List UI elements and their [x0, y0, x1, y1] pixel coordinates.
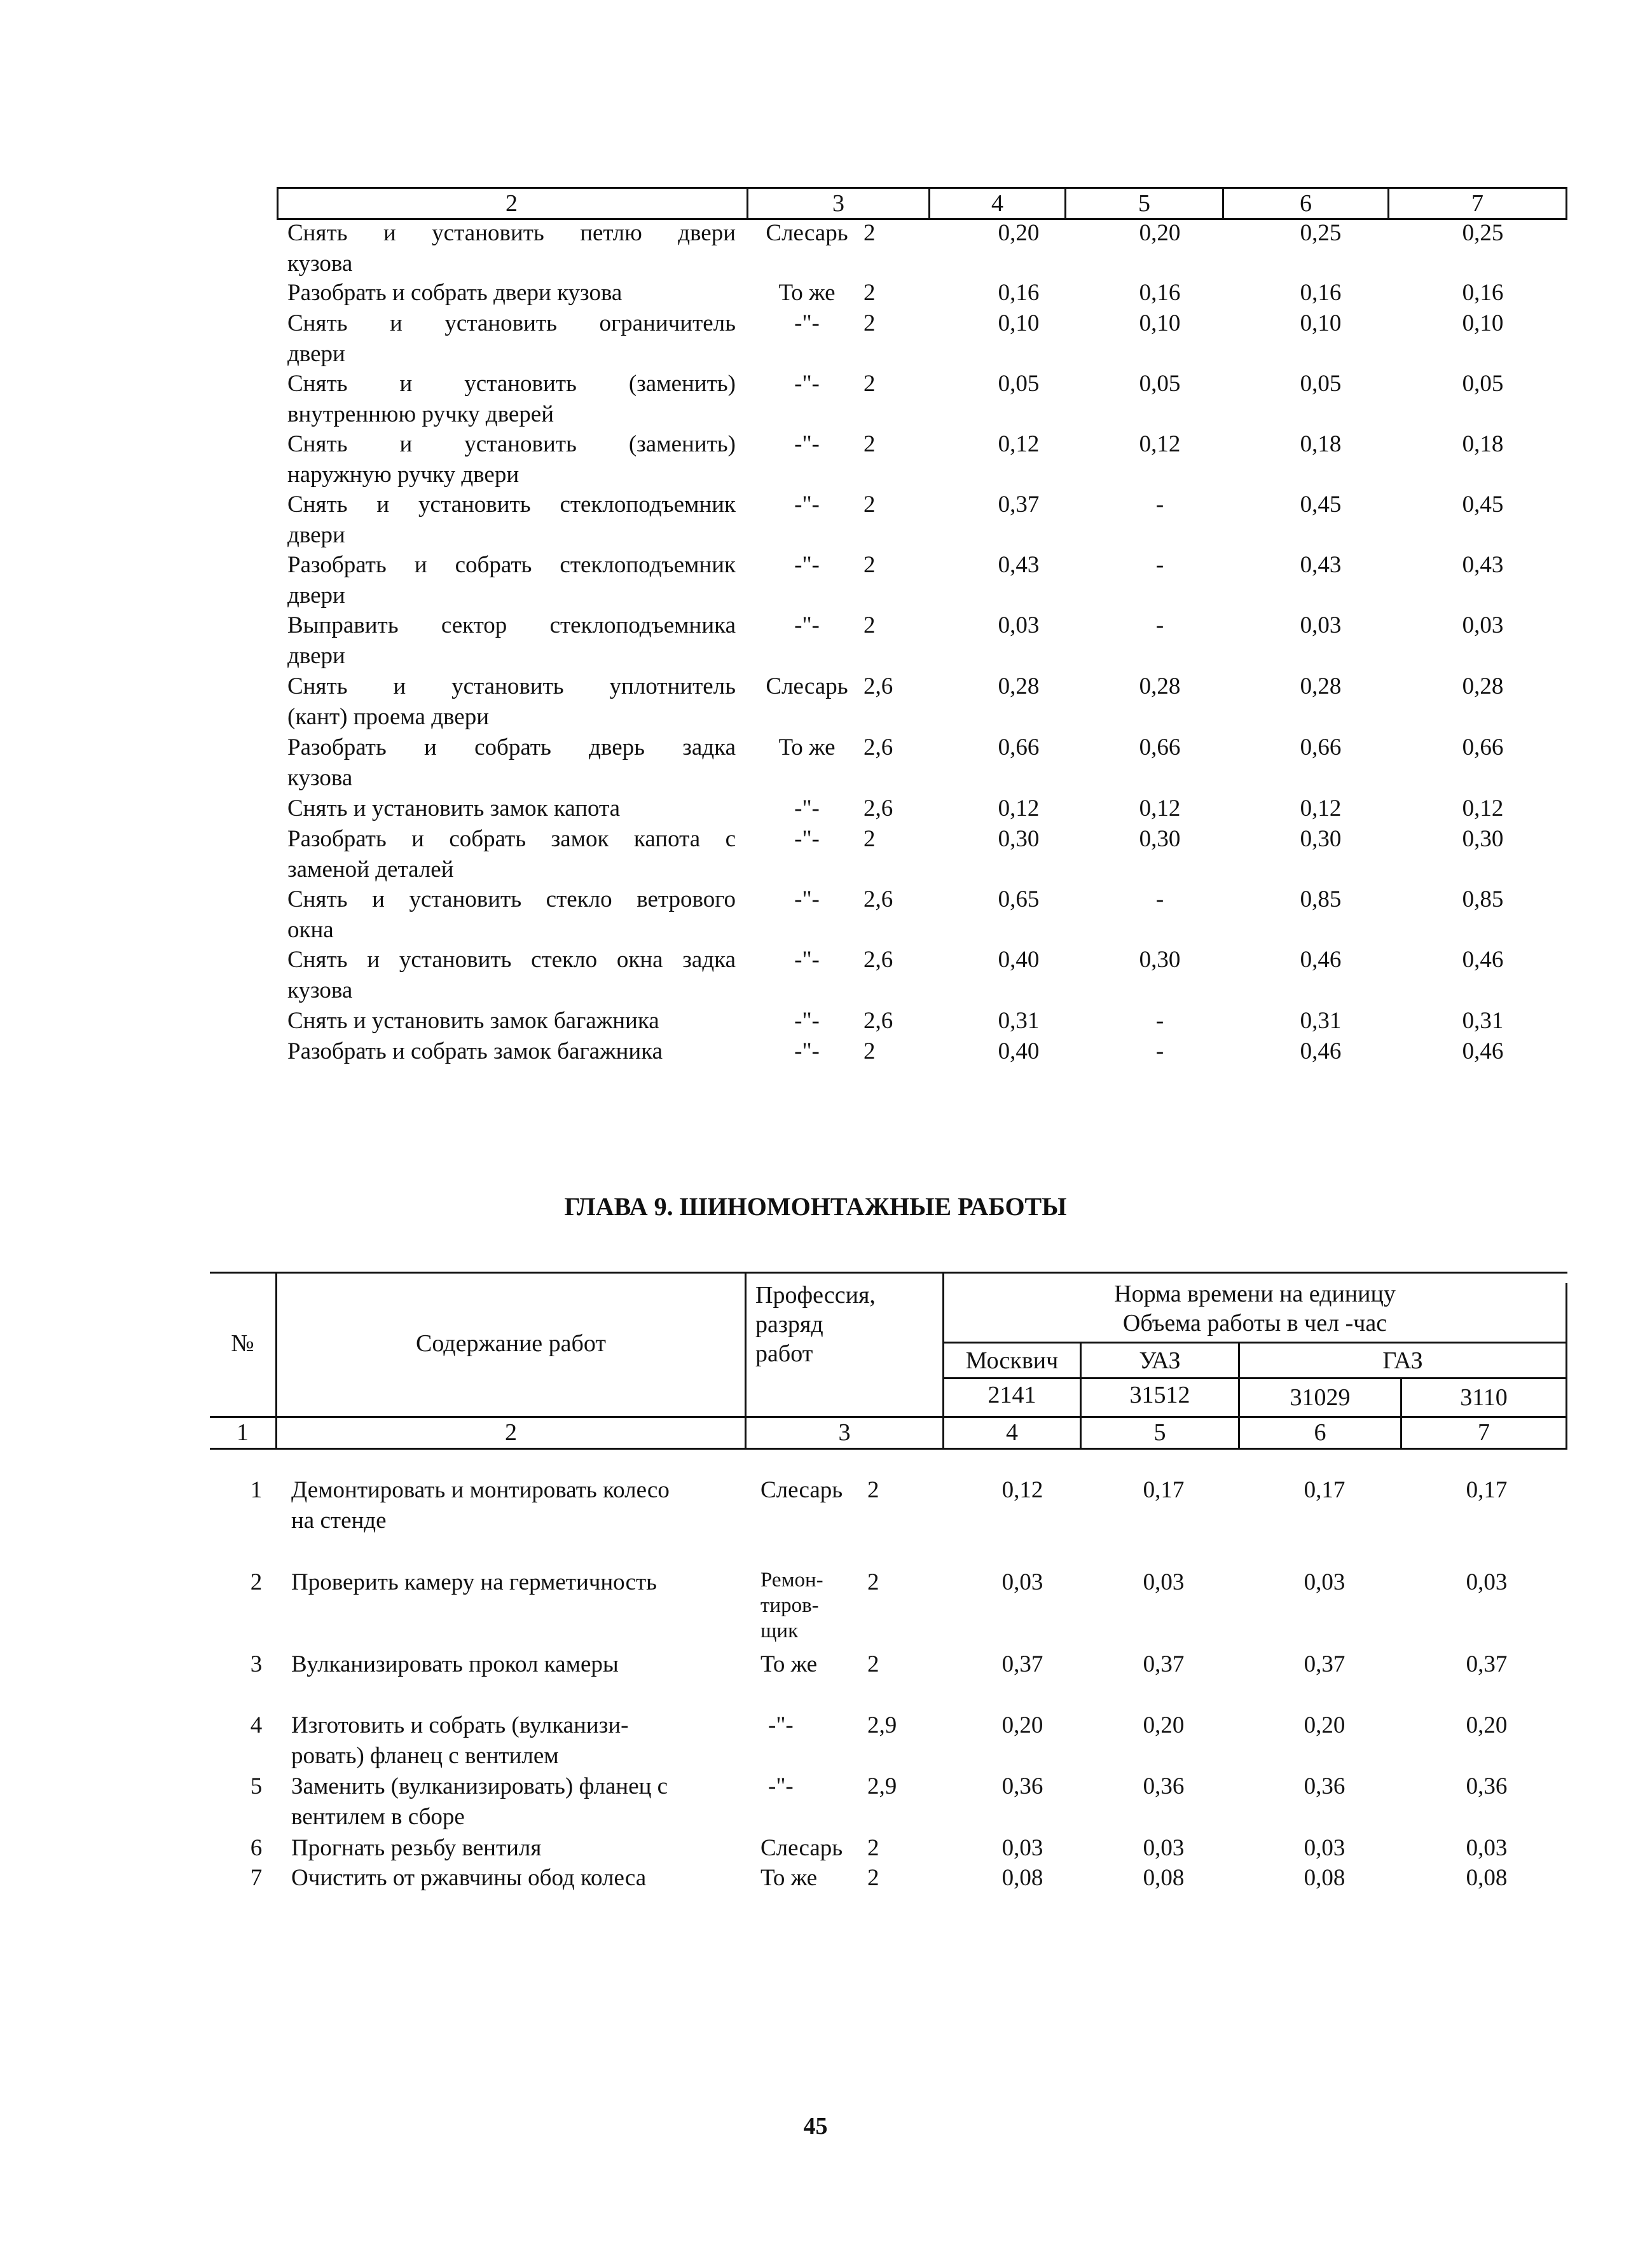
value-gaz-31029: 0,03 — [1304, 1569, 1345, 1595]
row-profession-line: щик — [760, 1619, 799, 1642]
value-uaz: 0,28 — [1139, 673, 1181, 699]
value-gaz-31029: 0,37 — [1304, 1651, 1345, 1677]
row-grade: 2 — [867, 1651, 879, 1677]
row-description: двери — [287, 341, 345, 367]
value-gaz-31029: 0,08 — [1304, 1865, 1345, 1891]
row-description: Снять и установить уплотнитель — [287, 673, 736, 699]
row-description: Выправить сектор стеклоподъемника — [287, 612, 736, 638]
value-moskvich: 0,37 — [998, 491, 1040, 518]
value-moskvich: 0,40 — [998, 947, 1040, 973]
value-uaz: - — [1155, 491, 1164, 518]
value-gaz-31029: 0,18 — [1300, 431, 1342, 457]
value-gaz-31029: 0,30 — [1300, 826, 1342, 852]
row-grade: 2,6 — [864, 734, 893, 760]
col-number-7: 7 — [1478, 1419, 1490, 1446]
table2-body — [250, 0, 1627, 1971]
row-grade: 2 — [864, 826, 876, 852]
row-grade: 2 — [864, 220, 876, 246]
value-uaz: 0,03 — [1143, 1569, 1185, 1595]
col-header-gaz-31029: 31029 — [1290, 1384, 1351, 1411]
value-uaz: 0,08 — [1143, 1865, 1185, 1891]
value-moskvich: 0,08 — [1001, 1865, 1043, 1891]
col-header-2: 2 — [506, 190, 518, 217]
value-moskvich: 0,43 — [998, 552, 1040, 578]
row-description: заменой деталей — [287, 856, 454, 883]
row-description: Проверить камеру на герметичность — [291, 1569, 657, 1595]
value-gaz-3110: 0,17 — [1466, 1477, 1508, 1503]
col-header-profession-line: Профессия, — [755, 1282, 876, 1309]
value-moskvich: 0,30 — [998, 826, 1040, 852]
value-uaz: 0,36 — [1143, 1773, 1185, 1799]
row-grade: 2 — [864, 552, 876, 578]
row-number: 4 — [250, 1712, 263, 1738]
row-profession: -"- — [794, 371, 820, 397]
row-description: Демонтировать и монтировать колесо — [291, 1477, 670, 1503]
value-gaz-31029: 0,31 — [1300, 1008, 1342, 1034]
row-description: кузова — [287, 977, 353, 1003]
row-description: Разобрать и собрать дверь задка — [287, 734, 736, 760]
value-gaz-3110: 0,66 — [1462, 734, 1504, 760]
value-moskvich: 0,16 — [998, 280, 1040, 306]
col-header-gaz: ГАЗ — [1382, 1347, 1423, 1374]
row-profession: То же — [778, 280, 836, 306]
value-gaz-31029: 0,45 — [1300, 491, 1342, 518]
row-description: вентилем в сборе — [291, 1804, 465, 1830]
value-uaz: 0,03 — [1143, 1835, 1185, 1861]
page-number: 45 — [803, 2113, 828, 2140]
row-description: (кант) проема двери — [287, 704, 490, 730]
value-moskvich: 0,20 — [1001, 1712, 1043, 1738]
value-gaz-3110: 0,37 — [1466, 1651, 1508, 1677]
value-moskvich: 0,31 — [998, 1008, 1040, 1034]
row-description: наружную ручку двери — [287, 462, 520, 488]
value-uaz: 0,17 — [1143, 1477, 1185, 1503]
row-description: Снять и установить замок капота — [287, 795, 621, 821]
col-header-norm-line: Объема работы в чел -час — [1122, 1310, 1387, 1337]
value-gaz-31029: 0,03 — [1300, 612, 1342, 638]
value-moskvich: 0,03 — [1001, 1569, 1043, 1595]
value-uaz: 0,12 — [1139, 795, 1181, 821]
value-gaz-31029: 0,66 — [1300, 734, 1342, 760]
row-description: двери — [287, 643, 345, 669]
row-profession: -"- — [794, 552, 820, 578]
row-profession: -"- — [794, 310, 820, 336]
value-gaz-3110: 0,31 — [1462, 1008, 1504, 1034]
value-moskvich: 0,12 — [998, 431, 1040, 457]
row-description: Снять и установить стеклоподъемник — [287, 491, 736, 518]
value-gaz-3110: 0,46 — [1462, 947, 1504, 973]
row-description: двери — [287, 582, 345, 608]
col-header-moskvich-code: 2141 — [988, 1382, 1036, 1408]
row-description: Разобрать и собрать двери кузова — [287, 280, 623, 306]
row-grade: 2,6 — [864, 1008, 893, 1034]
col-header-profession-line: работ — [755, 1340, 813, 1367]
chapter-title: ГЛАВА 9. ШИНОМОНТАЖНЫЕ РАБОТЫ — [564, 1192, 1067, 1221]
value-gaz-3110: 0,46 — [1462, 1038, 1504, 1064]
col-header-7: 7 — [1471, 190, 1483, 217]
value-gaz-3110: 0,28 — [1462, 673, 1504, 699]
value-moskvich: 0,20 — [998, 220, 1040, 246]
value-uaz: 0,20 — [1139, 220, 1181, 246]
row-profession: То же — [760, 1865, 818, 1891]
value-uaz: 0,05 — [1139, 371, 1181, 397]
row-profession: -"- — [794, 947, 820, 973]
row-grade: 2 — [867, 1865, 879, 1891]
row-grade: 2,9 — [867, 1712, 897, 1738]
row-description: Снять и установить стекло окна задка — [287, 947, 736, 973]
value-gaz-3110: 0,36 — [1466, 1773, 1508, 1799]
value-gaz-31029: 0,46 — [1300, 1038, 1342, 1064]
value-gaz-3110: 0,10 — [1462, 310, 1504, 336]
row-description: на стенде — [291, 1508, 387, 1534]
row-description: Снять и установить петлю двери — [287, 220, 736, 246]
col-number-1: 1 — [237, 1419, 249, 1446]
row-profession-line: Ремон- — [760, 1569, 823, 1591]
value-uaz: - — [1155, 886, 1164, 912]
row-profession: Слесарь — [760, 1477, 843, 1503]
row-grade: 2 — [867, 1477, 879, 1503]
value-moskvich: 0,40 — [998, 1038, 1040, 1064]
value-gaz-31029: 0,46 — [1300, 947, 1342, 973]
row-grade: 2,6 — [864, 673, 893, 699]
value-gaz-3110: 0,12 — [1462, 795, 1504, 821]
row-profession: -"- — [768, 1712, 794, 1738]
row-grade: 2 — [864, 310, 876, 336]
col-header-uaz-model: УАЗ — [1139, 1347, 1181, 1374]
value-uaz: - — [1155, 552, 1164, 578]
value-gaz-3110: 0,30 — [1462, 826, 1504, 852]
value-uaz: - — [1155, 1038, 1164, 1064]
value-uaz: 0,12 — [1139, 431, 1181, 457]
col-header-norm-line: Норма времени на единицу — [1114, 1281, 1396, 1307]
row-profession: -"- — [794, 1008, 820, 1034]
value-gaz-3110: 0,03 — [1466, 1835, 1508, 1861]
col-header-content: Содержание работ — [416, 1330, 606, 1357]
row-grade: 2,9 — [867, 1773, 897, 1799]
row-profession: -"- — [794, 886, 820, 912]
value-gaz-31029: 0,10 — [1300, 310, 1342, 336]
col-number-5: 5 — [1153, 1419, 1166, 1446]
value-uaz: 0,66 — [1139, 734, 1181, 760]
row-description: двери — [287, 522, 345, 548]
row-profession: -"- — [794, 1038, 820, 1064]
col-header-3: 3 — [832, 190, 844, 217]
row-number: 7 — [250, 1865, 263, 1891]
row-grade: 2,6 — [864, 886, 893, 912]
row-description: Снять и установить (заменить) — [287, 371, 736, 397]
value-uaz: - — [1155, 1008, 1164, 1034]
value-gaz-31029: 0,36 — [1304, 1773, 1345, 1799]
row-description: внутреннюю ручку дверей — [287, 401, 554, 427]
col-header-uaz-code: 31512 — [1129, 1382, 1190, 1408]
value-uaz: 0,20 — [1143, 1712, 1185, 1738]
row-description: Очистить от ржавчины обод колеса — [291, 1865, 647, 1891]
value-gaz-3110: 0,18 — [1462, 431, 1504, 457]
row-grade: 2 — [864, 431, 876, 457]
row-number: 3 — [250, 1651, 263, 1677]
value-gaz-31029: 0,03 — [1304, 1835, 1345, 1861]
row-profession-line: тиров- — [760, 1594, 819, 1617]
value-gaz-3110: 0,20 — [1466, 1712, 1508, 1738]
row-description: Вулканизировать прокол камеры — [291, 1651, 619, 1677]
row-grade: 2 — [867, 1835, 879, 1861]
col-header-5: 5 — [1138, 190, 1150, 217]
value-moskvich: 0,10 — [998, 310, 1040, 336]
col-number-4: 4 — [1006, 1419, 1018, 1446]
row-description: кузова — [287, 765, 353, 791]
row-description: Разобрать и собрать стеклоподъемник — [287, 552, 736, 578]
value-gaz-31029: 0,43 — [1300, 552, 1342, 578]
row-description: Снять и установить ограничитель — [287, 310, 736, 336]
row-grade: 2 — [864, 612, 876, 638]
value-uaz: 0,30 — [1139, 947, 1181, 973]
row-description: Снять и установить стекло ветрового — [287, 886, 736, 912]
col-header-profession-line: разряд — [755, 1311, 823, 1338]
value-moskvich: 0,12 — [998, 795, 1040, 821]
row-description: Снять и установить замок багажника — [287, 1008, 659, 1034]
value-gaz-3110: 0,08 — [1466, 1865, 1508, 1891]
col-header-6: 6 — [1300, 190, 1312, 217]
row-description: Разобрать и собрать замок капота с — [287, 826, 736, 852]
value-gaz-31029: 0,20 — [1304, 1712, 1345, 1738]
value-moskvich: 0,36 — [1001, 1773, 1043, 1799]
row-grade: 2 — [864, 491, 876, 518]
col-header-gaz-3110: 3110 — [1460, 1384, 1508, 1411]
value-gaz-31029: 0,05 — [1300, 371, 1342, 397]
col-header-moskvich-model: Москвич — [965, 1347, 1059, 1374]
value-moskvich: 0,12 — [1001, 1477, 1043, 1503]
row-description: Прогнать резьбу вентиля — [291, 1835, 542, 1861]
row-description: ровать) фланец с вентилем — [291, 1743, 559, 1769]
row-profession: То же — [778, 734, 836, 760]
row-profession: -"- — [794, 795, 820, 821]
value-moskvich: 0,03 — [1001, 1835, 1043, 1861]
value-uaz: 0,16 — [1139, 280, 1181, 306]
row-profession: Слесарь — [760, 1835, 843, 1861]
row-grade: 2 — [864, 1038, 876, 1064]
row-profession: -"- — [768, 1773, 794, 1799]
value-uaz: 0,10 — [1139, 310, 1181, 336]
row-description: Снять и установить (заменить) — [287, 431, 736, 457]
value-moskvich: 0,05 — [998, 371, 1040, 397]
value-gaz-31029: 0,25 — [1300, 220, 1342, 246]
col-number-2: 2 — [505, 1419, 517, 1446]
row-grade: 2,6 — [864, 947, 893, 973]
value-gaz-3110: 0,03 — [1466, 1569, 1508, 1595]
value-gaz-31029: 0,16 — [1300, 280, 1342, 306]
value-uaz: 0,37 — [1143, 1651, 1185, 1677]
row-number: 1 — [250, 1477, 263, 1503]
col-header-4: 4 — [991, 190, 1003, 217]
value-gaz-3110: 0,25 — [1462, 220, 1504, 246]
row-description: окна — [287, 917, 334, 943]
value-moskvich: 0,37 — [1001, 1651, 1043, 1677]
value-gaz-31029: 0,28 — [1300, 673, 1342, 699]
row-description: Изготовить и собрать (вулканизи- — [291, 1712, 629, 1738]
value-gaz-31029: 0,17 — [1304, 1477, 1345, 1503]
row-description: Разобрать и собрать замок багажника — [287, 1038, 663, 1064]
row-description: Заменить (вулканизировать) фланец с — [291, 1773, 668, 1799]
value-gaz-3110: 0,05 — [1462, 371, 1504, 397]
value-moskvich: 0,28 — [998, 673, 1040, 699]
value-uaz: - — [1155, 612, 1164, 638]
row-profession: -"- — [794, 612, 820, 638]
value-gaz-3110: 0,16 — [1462, 280, 1504, 306]
col-number-6: 6 — [1314, 1419, 1326, 1446]
col-number-3: 3 — [838, 1419, 851, 1446]
row-number: 6 — [250, 1835, 263, 1861]
value-uaz: 0,30 — [1139, 826, 1181, 852]
row-profession: -"- — [794, 431, 820, 457]
col-header-number: № — [231, 1330, 254, 1357]
value-gaz-3110: 0,45 — [1462, 491, 1504, 518]
value-moskvich: 0,65 — [998, 886, 1040, 912]
row-grade: 2 — [864, 371, 876, 397]
row-grade: 2,6 — [864, 795, 893, 821]
row-number: 5 — [250, 1773, 263, 1799]
row-profession — [760, 1567, 856, 1644]
row-number: 2 — [250, 1569, 263, 1595]
row-description: кузова — [287, 251, 353, 277]
value-gaz-3110: 0,85 — [1462, 886, 1504, 912]
row-profession: Слесарь — [766, 673, 848, 699]
row-profession: -"- — [794, 826, 820, 852]
value-gaz-3110: 0,03 — [1462, 612, 1504, 638]
value-gaz-3110: 0,43 — [1462, 552, 1504, 578]
value-gaz-31029: 0,12 — [1300, 795, 1342, 821]
row-grade: 2 — [864, 280, 876, 306]
row-profession: -"- — [794, 491, 820, 518]
row-profession: То же — [760, 1651, 818, 1677]
row-grade: 2 — [867, 1569, 879, 1595]
value-moskvich: 0,66 — [998, 734, 1040, 760]
row-profession: Слесарь — [766, 220, 848, 246]
value-gaz-31029: 0,85 — [1300, 886, 1342, 912]
value-moskvich: 0,03 — [998, 612, 1040, 638]
